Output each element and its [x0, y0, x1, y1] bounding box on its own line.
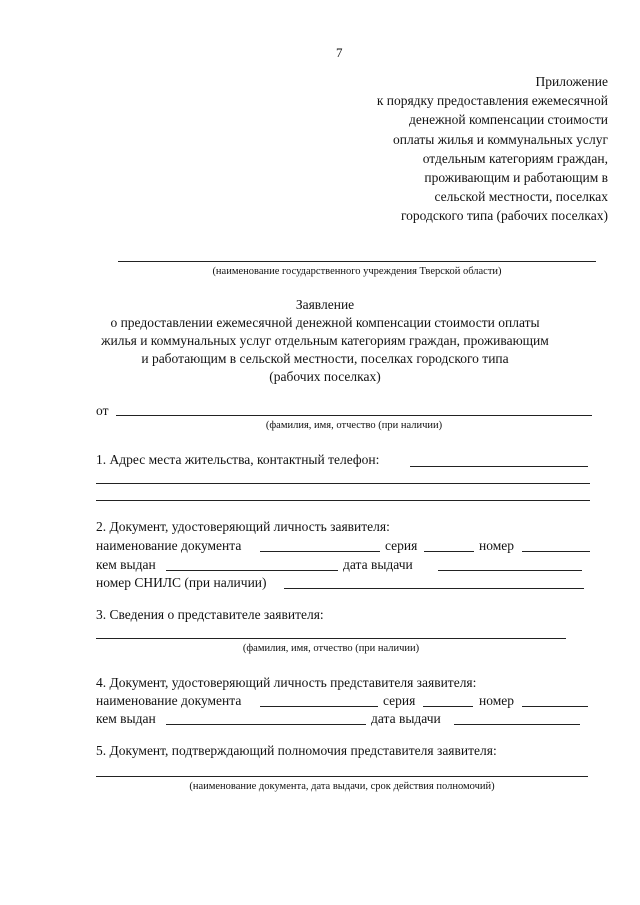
section4-series-label: серия [383, 693, 416, 708]
section2-docname-label: наименование документа [96, 538, 242, 553]
title-line: о предоставлении ежемесячной денежной компенсации стоимости оплаты [110, 315, 540, 330]
section1-label: 1. Адрес места жительства, контактный телефон: [96, 452, 380, 467]
section2-number-field[interactable] [522, 551, 590, 552]
section4-number-field[interactable] [522, 706, 588, 707]
section2-series-field[interactable] [424, 551, 474, 552]
section2-heading: 2. Документ, удостоверяющий личность заявителя: [96, 519, 390, 534]
section2-issuedby-field[interactable] [166, 570, 338, 571]
page-number: 7 [336, 45, 343, 60]
appendix-line: отдельным категориям граждан, [422, 150, 608, 166]
section2-issuedate-field[interactable] [438, 570, 582, 571]
appendix-line: проживающим и работающим в [424, 170, 608, 186]
section2-number-label: номер [479, 538, 515, 553]
authority-document-field[interactable] [96, 776, 588, 777]
section4-heading: 4. Документ, удостоверяющий личность представителя заявителя: [96, 675, 477, 690]
section4-issuedate-label: дата выдачи [371, 711, 441, 726]
section4-number-label: номер [479, 693, 515, 708]
institution-caption: (наименование государственного учреждения Тверской области) [212, 266, 502, 277]
section4-issuedby-field[interactable] [166, 724, 366, 725]
section4-docname-field[interactable] [260, 706, 378, 707]
appendix-block [377, 72, 608, 226]
appendix-line: оплаты жилья и коммунальных услуг [393, 131, 608, 147]
section2-snils-label: номер СНИЛС (при наличии) [96, 575, 267, 590]
from-fio-field[interactable] [116, 415, 592, 416]
section5-heading: 5. Документ, подтверждающий полномочия представителя заявителя: [96, 743, 497, 758]
address-field-line3[interactable] [96, 500, 590, 501]
section3-heading: 3. Сведения о представителе заявителя: [96, 607, 324, 622]
section2-issuedby-label: кем выдан [96, 557, 156, 572]
section4-series-field[interactable] [423, 706, 473, 707]
institution-field[interactable] [118, 261, 596, 262]
document-title [60, 296, 590, 386]
from-label: от [96, 403, 109, 418]
appendix-line: Приложение [535, 74, 608, 89]
appendix-line: к порядку предоставления ежемесячной [376, 93, 608, 109]
section2-docname-field[interactable] [260, 551, 380, 552]
title-line: и работающим в сельской местности, поселках городского типа [141, 351, 509, 366]
fio-caption: (фамилия, имя, отчество (при наличии) [265, 420, 443, 431]
section5-caption: (наименование документа, дата выдачи, срок действия полномочий) [189, 781, 495, 792]
title-line: (рабочих поселках) [269, 369, 381, 384]
section4-issuedby-label: кем выдан [96, 711, 156, 726]
address-field[interactable] [410, 466, 588, 467]
appendix-line: городского типа (рабочих поселках) [400, 208, 608, 224]
address-field-line2[interactable] [96, 483, 590, 484]
representative-fio-field[interactable] [96, 638, 566, 639]
title-line: жилья и коммунальных услуг отдельным категориям граждан, проживающим [101, 333, 549, 348]
section2-series-label: серия [385, 538, 418, 553]
appendix-line: сельской местности, поселках [434, 189, 608, 205]
section3-caption: (фамилия, имя, отчество (при наличии) [242, 643, 420, 654]
section4-issuedate-field[interactable] [454, 724, 580, 725]
section4-docname-label: наименование документа [96, 693, 242, 708]
appendix-line: денежной компенсации стоимости [409, 112, 608, 128]
section2-issuedate-label: дата выдачи [343, 557, 413, 572]
title-line: Заявление [295, 297, 355, 312]
section2-snils-field[interactable] [284, 588, 584, 589]
